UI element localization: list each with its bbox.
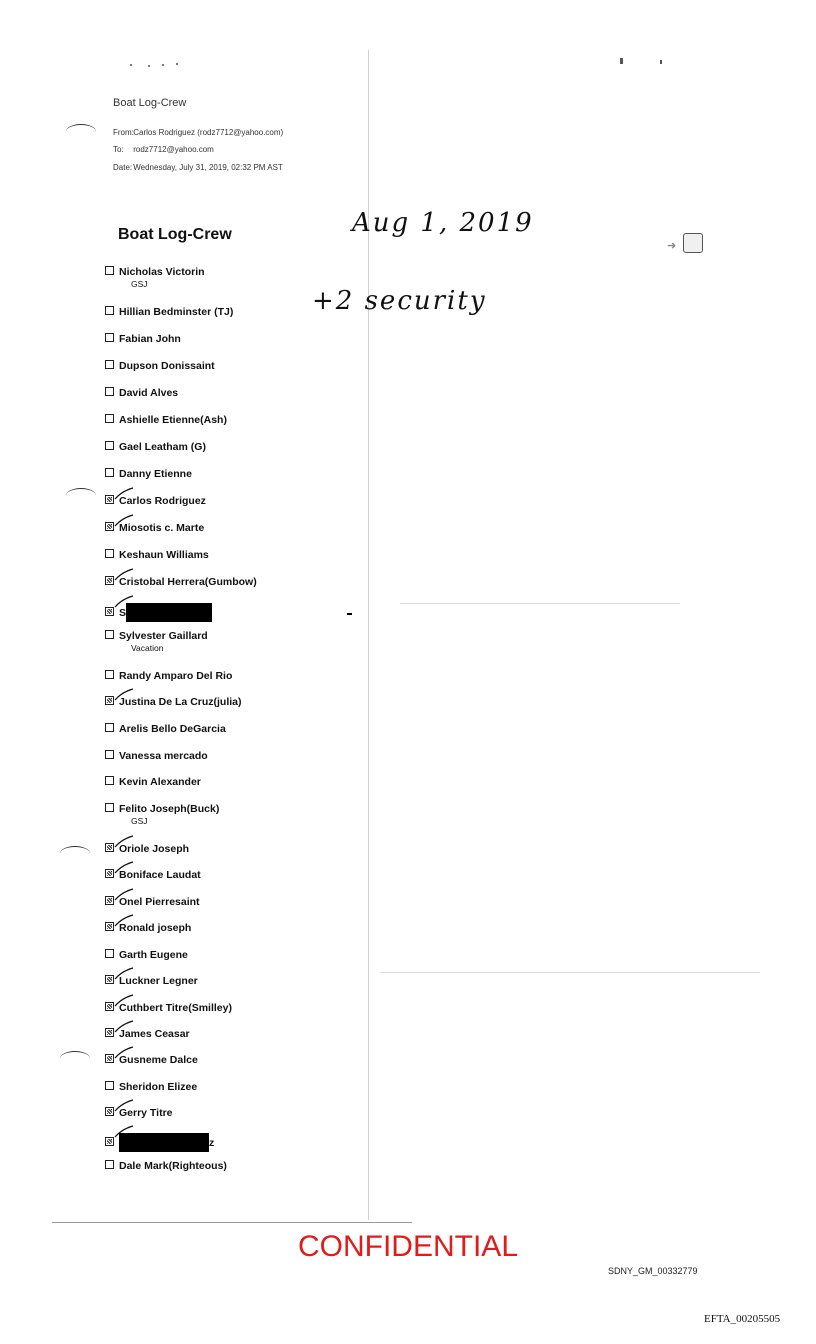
crew-name: Vanessa mercado	[119, 750, 208, 762]
crew-item	[105, 696, 242, 708]
handwritten-check-mark	[114, 1099, 134, 1113]
crew-name: Randy Amparo Del Rio	[119, 670, 233, 682]
crew-name: Onel Pierresaint	[119, 896, 200, 908]
checkbox[interactable]	[105, 843, 114, 852]
checkbox[interactable]	[105, 522, 114, 531]
crew-name: Danny Etienne	[119, 468, 192, 480]
crew-item	[105, 441, 206, 453]
scan-line	[400, 603, 680, 604]
crew-item	[105, 750, 208, 762]
crew-name: Fabian John	[119, 333, 181, 345]
crew-name: Gael Leatham (G)	[119, 441, 206, 453]
crew-item	[105, 1002, 232, 1014]
scan-speck	[660, 60, 662, 64]
checkbox[interactable]	[105, 306, 114, 315]
crew-item	[105, 723, 226, 735]
handwritten-check-mark	[114, 835, 134, 849]
scan-line	[380, 972, 760, 973]
crew-name: Hillian Bedminster (TJ)	[119, 306, 234, 318]
handwritten-check-mark	[114, 1020, 134, 1034]
checkbox[interactable]	[105, 1160, 114, 1169]
handwritten-check-mark	[114, 514, 134, 528]
checkbox[interactable]	[105, 803, 114, 812]
checkbox[interactable]	[105, 495, 114, 504]
checkbox[interactable]	[105, 630, 114, 639]
checkbox[interactable]	[105, 1107, 114, 1116]
from-label: From:	[113, 128, 134, 137]
crew-name: Gerry Titre	[119, 1107, 173, 1119]
binder-hole-mark	[60, 846, 90, 861]
crew-name: David Alves	[119, 387, 179, 399]
crew-item	[105, 843, 189, 855]
crew-name: Garth Eugene	[119, 949, 188, 961]
crew-name: S	[119, 607, 127, 619]
crew-name: Ashielle Etienne(Ash)	[119, 414, 227, 426]
scan-speck	[620, 58, 623, 64]
crew-name: James Ceasar	[119, 1028, 190, 1040]
checkbox[interactable]	[105, 1054, 114, 1063]
confidential-stamp: CONFIDENTIAL	[297, 1230, 519, 1263]
crew-name: Keshaun Williams	[119, 549, 209, 561]
crew-item	[105, 670, 232, 682]
crew-name: Felito Joseph(Buck)	[119, 803, 220, 815]
email-from	[113, 128, 283, 137]
redaction-block	[126, 603, 212, 622]
crew-name: Ronald joseph	[119, 922, 192, 934]
crew-name: z	[209, 1137, 215, 1149]
crew-item	[105, 522, 204, 534]
crew-item	[105, 1054, 198, 1066]
crew-name: Carlos Rodriguez	[119, 495, 206, 507]
crew-name: Sheridon Elizee	[119, 1081, 198, 1093]
handwritten-check-mark	[114, 568, 134, 582]
crew-note: Vacation	[131, 643, 164, 653]
checkbox[interactable]	[105, 723, 114, 732]
scan-speck	[347, 613, 352, 615]
handwritten-check-mark	[114, 861, 134, 875]
checkbox[interactable]	[105, 387, 114, 396]
scan-speck	[148, 65, 150, 67]
checkbox[interactable]	[105, 1081, 114, 1090]
crew-name: Cristobal Herrera(Gumbow)	[119, 576, 257, 588]
crew-item	[105, 922, 191, 934]
binder-hole-mark	[66, 124, 96, 139]
crew-item	[105, 576, 257, 588]
crew-item	[105, 468, 192, 480]
checkbox[interactable]	[105, 1002, 114, 1011]
crew-item	[105, 630, 208, 653]
from-value: Carlos Rodriguez (rodz7712@yahoo.com)	[133, 128, 284, 137]
crew-name: Gusneme Dalce	[119, 1054, 198, 1066]
email-title: Boat Log-Crew	[113, 97, 187, 109]
crew-item	[105, 1160, 227, 1172]
crew-item	[105, 360, 215, 372]
boat-log-title: Boat Log-Crew	[118, 226, 232, 243]
crew-name: Nicholas Victorin	[119, 266, 205, 278]
handwritten-check-mark	[114, 487, 134, 501]
to-label: To:	[113, 145, 124, 154]
date-label: Date:	[113, 163, 133, 172]
crew-item	[105, 803, 219, 826]
crew-item	[105, 495, 206, 507]
scan-speck	[176, 63, 178, 65]
handwritten-check-mark	[114, 688, 134, 702]
crew-item	[105, 869, 201, 881]
crew-item	[105, 1133, 214, 1152]
arrow-icon: ➜	[667, 240, 677, 252]
scan-line	[52, 1222, 412, 1223]
checkbox[interactable]	[105, 922, 114, 931]
handwritten-check-mark	[114, 994, 134, 1008]
checkbox[interactable]	[105, 414, 114, 423]
email-to	[113, 145, 214, 154]
crew-item	[105, 776, 201, 788]
crew-name: Kevin Alexander	[119, 776, 201, 788]
crew-name: Cuthbert Titre(Smilley)	[119, 1002, 232, 1014]
crew-name: Luckner Legner	[119, 975, 198, 987]
checkbox[interactable]	[105, 1137, 114, 1146]
document-icon	[683, 233, 703, 253]
email-date	[113, 163, 283, 172]
efta-number: EFTA_00205505	[704, 1313, 781, 1325]
crew-name: Miosotis c. Marte	[119, 522, 205, 534]
crew-item	[105, 266, 205, 289]
bates-number: SDNY_GM_00332779	[608, 1266, 698, 1276]
handwritten-check-mark	[114, 1125, 134, 1139]
crew-name: Dale Mark(Righteous)	[119, 1160, 227, 1172]
checkbox[interactable]	[105, 1028, 114, 1037]
checkbox[interactable]	[105, 468, 114, 477]
crew-item	[105, 1081, 197, 1093]
handwritten-note: +2 security	[312, 286, 487, 316]
handwritten-check-mark	[114, 914, 134, 928]
binder-hole-mark	[60, 1051, 90, 1066]
crew-note: GSJ	[131, 279, 148, 289]
checkbox[interactable]	[105, 750, 114, 759]
checkbox[interactable]	[105, 776, 114, 785]
checkbox[interactable]	[105, 333, 114, 342]
crew-item	[105, 387, 178, 399]
crew-item	[105, 306, 233, 318]
crew-name: Sylvester Gaillard	[119, 630, 208, 642]
handwritten-check-mark	[114, 1046, 134, 1060]
handwritten-check-mark	[114, 888, 134, 902]
checkbox[interactable]	[105, 696, 114, 705]
crew-item	[105, 949, 188, 961]
crew-item	[105, 1028, 190, 1040]
checkbox[interactable]	[105, 549, 114, 558]
crew-name: Oriole Joseph	[119, 843, 190, 855]
crew-item	[105, 414, 227, 426]
handwritten-date: Aug 1, 2019	[352, 208, 534, 238]
checkbox[interactable]	[105, 576, 114, 585]
crew-note: GSJ	[131, 816, 148, 826]
date-value: Wednesday, July 31, 2019, 02:32 PM AST	[133, 163, 283, 172]
handwritten-check-mark	[114, 967, 134, 981]
checkbox[interactable]	[105, 266, 114, 275]
checkbox[interactable]	[105, 607, 114, 616]
crew-name: Boniface Laudat	[119, 869, 201, 881]
checkbox[interactable]	[105, 896, 114, 905]
crew-item	[105, 333, 181, 345]
checkbox[interactable]	[105, 670, 114, 679]
crew-item	[105, 975, 198, 987]
checkbox[interactable]	[105, 360, 114, 369]
to-value: rodz7712@yahoo.com	[133, 145, 214, 154]
crew-item	[105, 549, 209, 561]
crew-item	[105, 1107, 173, 1119]
checkbox[interactable]	[105, 869, 114, 878]
checkbox[interactable]	[105, 949, 114, 958]
checkbox[interactable]	[105, 441, 114, 450]
scan-speck	[162, 64, 164, 66]
scan-speck	[130, 64, 132, 66]
crew-name: Arelis Bello DeGarcia	[119, 723, 226, 735]
crew-item	[105, 896, 200, 908]
crew-item	[105, 603, 212, 622]
handwritten-check-mark	[114, 595, 134, 609]
crew-name: Dupson Donissaint	[119, 360, 215, 372]
checkbox[interactable]	[105, 975, 114, 984]
crew-name: Justina De La Cruz(julia)	[119, 696, 242, 708]
binder-hole-mark	[66, 488, 96, 503]
